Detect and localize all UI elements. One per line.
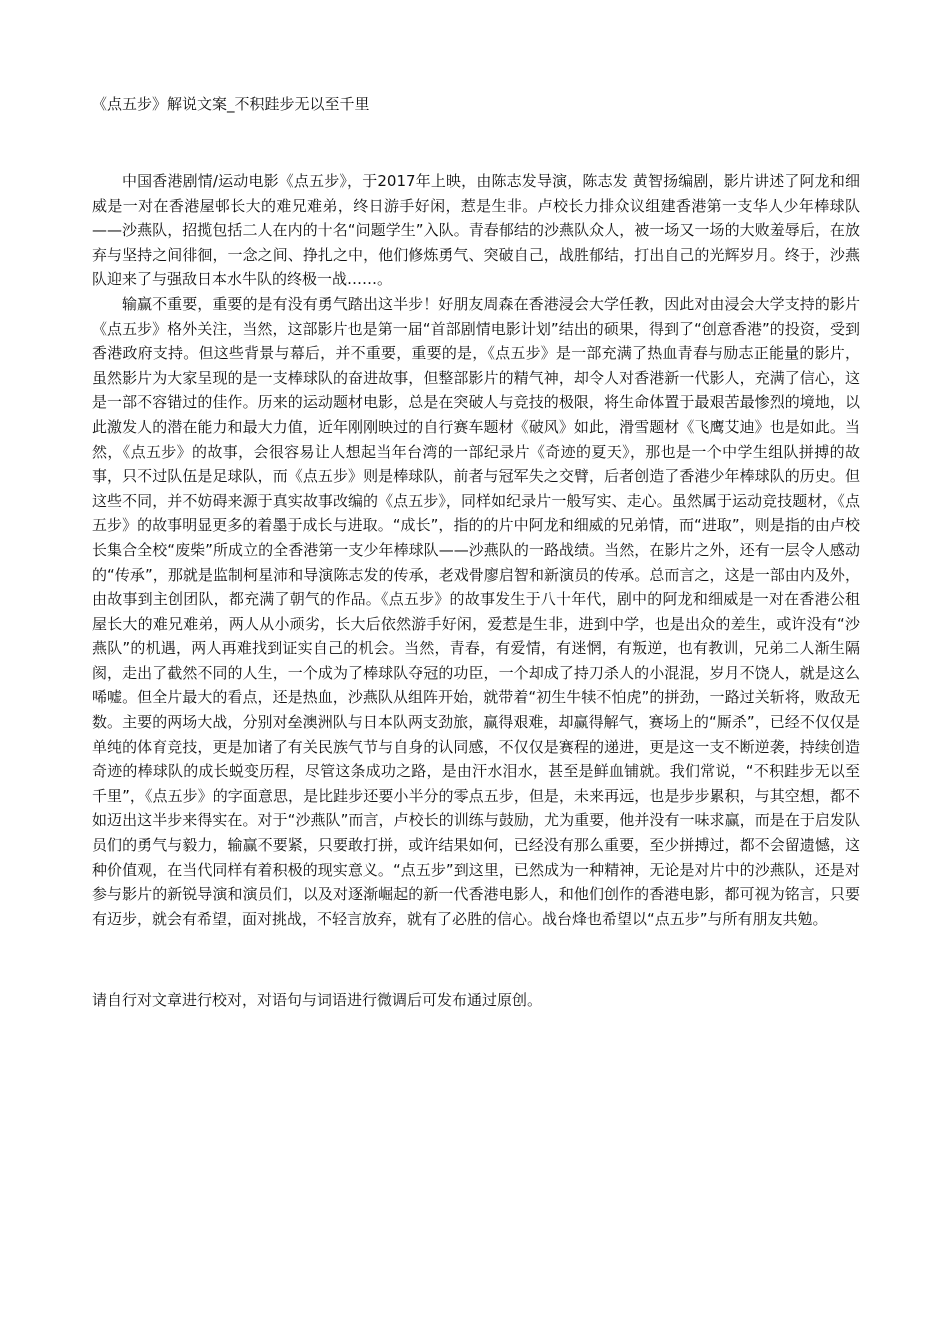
paragraph-synopsis: 中国香港剧情/运动电影《点五步》，于2017年上映，由陈志发导演，陈志发 黄智扬编剧，影片讲述了阿龙和细威是一对在香港屋邨长大的难兄难弟，终日游手好闲，惹是生非。卢校长力排众议组建香港第一支华人少年棒球队——沙燕队，招揽包括二人在内的十名“问题学生”入队。青春郁结的沙燕队众人，被一场又一场的大败羞辱后，在放弃与坚持之间徘徊，一念之间、挣扎之中，他们修炼勇气、突破自己，战胜郁结，打出自己的光辉岁月。终于，沙燕队迎来了与强敌日本水牛队的终极一战……。 xyxy=(92,172,860,289)
paragraph-review: 输赢不重要，重要的是有没有勇气踏出这半步！好朋友周森在香港浸会大学任教，因此对由浸会大学支持的影片《点五步》格外关注，当然，这部影片也是第一届“首部剧情电影计划”结出的硕果，得到了“创意香港”的投资，受到香港政府支持。但这些背景与幕后，并不重要，重要的是，《点五步》是一部充满了热血青春与励志正能量的影片，虽然影片为大家呈现的是一支棒球队的奋进故事，但整部影片的精气神，却令人对香港新一代影人，充满了信心，这是一部不容错过的佳作。历来的运动题材电影，总是在突破人与竞技的极限，将生命体置于最艰苦最惨烈的境地，以此激发人的潜在能力和最大力值，近年刚刚映过的自行赛车题材《破风》如此，滑雪题材《飞鹰艾迪》也是如此。当然，《点五步》的故事，会很容易让人想起当年台湾的一部纪录片《奇迹的夏天》，那也是一个中学生组队拼搏的故事，只不过队伍是足球队，而《点五步》则是棒球队，前者与冠军失之交臂，后者创造了香港少年棒球队的历史。但这些不同，并不妨碍来源于真实故事改编的《点五步》，同样如纪录片一般写实、走心。虽然属于运动竞技题材，《点五步》的故事明显更多的着墨于成长与进取。“成长”，指的的片中阿龙和细威的兄弟情，而“进取”，则是指的由卢校长集合全校“废柴”所成立的全香港第一支少年棒球队——沙燕队的一路战绩。当然，在影片之外，还有一层令人感动的“传承”，那就是监制柯星沛和导演陈志发的传承，老戏骨廖启智和新演员的传承。总而言之，这是一部由内及外，由故事到主创团队，都充满了朝气的作品。《点五步》的故事发生于八十年代，剧中的阿龙和细威是一对在香港公租屋长大的难兄难弟，两人从小顽劣，长大后依然游手好闲，爱惹是生非，进到中学，也是出众的差生，或许没有“沙燕队”的机遇，两人再难找到证实自己的机会。当然，青春，有爱情，有迷惘，有叛逆，也有教训，兄弟二人渐生隔阂，走出了截然不同的人生，一个成为了棒球队夺冠的功臣，一个却成了持刀杀人的小混混，岁月不饶人，就是这么唏嘘。但全片最大的看点，还是热血，沙燕队从组阵开始，就带着“初生牛犊不怕虎”的拼劲，一路过关斩将，败敌无数。主要的两场大战，分别对垒澳洲队与日本队两支劲旅，赢得艰难，却赢得解气，赛场上的“厮杀”，已经不仅仅是单纯的体育竞技，更是加诸了有关民族气节与自身的认同感，不仅仅是赛程的递进，更是这一支不断逆袭，持续创造奇迹的棒球队的成长蜕变历程，尽管这条成功之路，是由汗水泪水，甚至是鲜血铺就。我们常说，“不积跬步无以至千里”，《点五步》的字面意思，是比跬步还要小半分的零点五步，但是，未来再远，也是步步累积，与其空想，都不如迈出这半步来得实在。对于“沙燕队”而言，卢校长的训练与鼓励，尤为重要，他并没有一味求赢，而是在于启发队员们的勇气与毅力，输赢不要紧，只要敢打拼，或许结果如何，已经没有那么重要，至少拼搏过，都不会留遗憾，这种价值观，在当代同样有着积极的现实意义。“点五步”到这里，已然成为一种精神，无论是对片中的沙燕队，还是对参与影片的新锐导演和演员们，以及对逐渐崛起的新一代香港电影人，和他们创作的香港电影，都可视为铭言，只要有迈步，就会有希望，面对挑战，不轻言放弃，就有了必胜的信心。战台烽也希望以“点五步”与所有朋友共勉。 xyxy=(92,294,860,928)
document-title: 《点五步》解说文案_不积跬步无以至千里 xyxy=(92,95,370,113)
document-body xyxy=(92,169,860,931)
proofreading-note: 请自行对文章进行校对，对语句与词语进行微调后可发布通过原创。 xyxy=(92,991,543,1009)
